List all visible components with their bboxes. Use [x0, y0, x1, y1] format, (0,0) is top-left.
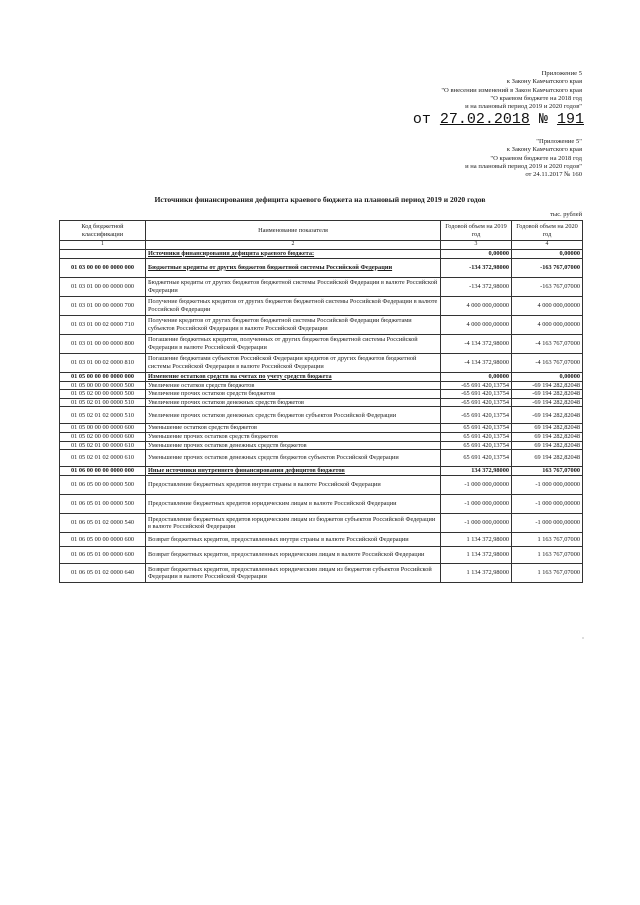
name-cell: Предоставление бюджетных кредитов юридическим лицам из бюджетов субъектов Российской Федерации в валюте Российской Федерации: [146, 514, 441, 533]
value-2019-cell: 1 134 372,98000: [441, 547, 512, 564]
code-cell: 01 06 05 01 02 0000 540: [60, 514, 146, 533]
value-2019-cell: -65 691 420,13754: [441, 390, 512, 399]
code-cell: 01 06 05 01 02 0000 640: [60, 564, 146, 583]
table-header-row: [60, 221, 583, 241]
value-2019-cell: -4 134 372,98000: [441, 334, 512, 353]
header-line: к Закону Камчатского края: [506, 78, 582, 86]
column-number: 2: [146, 241, 441, 250]
value-2020-cell: -1 000 000,00000: [512, 495, 583, 514]
name-cell: Предоставление бюджетных кредитов юридическим лицам в валюте Российской Федерации: [146, 495, 441, 514]
table-row: [60, 547, 583, 564]
name-cell: Увеличение прочих остатков средств бюджетов: [146, 390, 441, 399]
name-cell: Иные источники внутреннего финансирования дефицитов бюджетов: [146, 467, 441, 476]
header-code: Код бюджетной классификации: [60, 221, 146, 241]
code-cell: 01 05 02 01 00 0000 510: [60, 398, 146, 407]
table-row: [60, 467, 583, 476]
value-2020-cell: 1 163 767,07000: [512, 564, 583, 583]
name-cell: Уменьшение прочих остатков средств бюджетов: [146, 432, 441, 441]
value-2019-cell: 134 372,98000: [441, 467, 512, 476]
value-2020-cell: 4 000 000,00000: [512, 296, 583, 315]
value-2019-cell: -1 000 000,00000: [441, 514, 512, 533]
table-row: [60, 353, 583, 372]
header-2020: Годовой объем на 2020 год: [512, 221, 583, 241]
table-body: [60, 249, 583, 583]
name-cell: Уменьшение остатков средств бюджетов: [146, 424, 441, 433]
value-2020-cell: -4 163 767,07000: [512, 353, 583, 372]
value-2020-cell: -1 000 000,00000: [512, 514, 583, 533]
name-cell: Увеличение прочих остатков денежных средств бюджетов субъектов Российской Федерации: [146, 407, 441, 424]
column-number: 3: [441, 241, 512, 250]
column-number-row: [60, 241, 583, 250]
table-row: [60, 533, 583, 547]
code-cell: 01 05 02 00 00 0000 500: [60, 390, 146, 399]
value-2019-cell: -4 134 372,98000: [441, 353, 512, 372]
name-cell: Изменение остатков средств на счетах по учету средств бюджета: [146, 372, 441, 381]
code-cell: 01 03 01 00 02 0000 710: [60, 315, 146, 334]
closing-mark: ": [581, 638, 584, 643]
value-2019-cell: 1 134 372,98000: [441, 533, 512, 547]
value-2020-cell: 69 194 282,82048: [512, 432, 583, 441]
table-row: [60, 495, 583, 514]
header-line: "О краевом бюджете на 2018 год: [490, 94, 582, 102]
value-2020-cell: -69 194 282,82048: [512, 398, 583, 407]
header-line: от 24.11.2017 № 160: [525, 171, 582, 179]
value-2019-cell: -134 372,98000: [441, 258, 512, 277]
table-row: [60, 432, 583, 441]
header-line: "О внесении изменений в Закон Камчатского края: [441, 86, 582, 94]
name-cell: Получение бюджетных кредитов от других бюджетов бюджетной системы Российской Федерации в валюте Российской Федерации: [146, 296, 441, 315]
value-2019-cell: -1 000 000,00000: [441, 495, 512, 514]
column-number: 4: [512, 241, 583, 250]
value-2019-cell: -65 691 420,13754: [441, 381, 512, 390]
stamp-date: 27.02.2018: [439, 111, 530, 128]
name-cell: Бюджетные кредиты от других бюджетов бюджетной системы Российской Федерации в валюте Российской Федерации: [146, 277, 441, 296]
code-cell: 01 05 02 01 02 0000 610: [60, 450, 146, 467]
document-title: Источники финансирования дефицита краевого бюджета на плановый период 2019 и 2020 годов: [154, 195, 486, 204]
appendix-header: [441, 70, 582, 111]
table-row: [60, 258, 583, 277]
header-line: к Закону Камчатского края: [506, 146, 582, 154]
code-cell: 01 06 05 00 00 0000 500: [60, 476, 146, 495]
unit-label: тыс. рублей: [550, 211, 582, 218]
code-cell: 01 05 02 01 00 0000 610: [60, 441, 146, 450]
value-2020-cell: 69 194 282,82048: [512, 441, 583, 450]
code-cell: 01 05 02 01 02 0000 510: [60, 407, 146, 424]
table-row: [60, 514, 583, 533]
value-2020-cell: 0,00000: [512, 372, 583, 381]
header-name: Наименование показателя: [146, 221, 441, 241]
table-row: [60, 398, 583, 407]
table-row: [60, 334, 583, 353]
code-cell: [60, 249, 146, 258]
stamp-number: 191: [556, 111, 584, 128]
code-cell: 01 05 00 00 00 0000 600: [60, 424, 146, 433]
value-2020-cell: -163 767,07000: [512, 258, 583, 277]
name-cell: Бюджетные кредиты от других бюджетов бюджетной системы Российской Федерации: [146, 258, 441, 277]
table-row: [60, 249, 583, 258]
value-2020-cell: 163 767,07000: [512, 467, 583, 476]
table-row: [60, 564, 583, 583]
column-number: 1: [60, 241, 146, 250]
code-cell: 01 06 05 01 00 0000 600: [60, 547, 146, 564]
table-row: [60, 441, 583, 450]
code-cell: 01 05 02 00 00 0000 600: [60, 432, 146, 441]
header-2019: Годовой объем на 2019 год: [441, 221, 512, 241]
table-row: [60, 296, 583, 315]
code-cell: 01 05 00 00 00 0000 500: [60, 381, 146, 390]
header-line: и на плановый период 2019 и 2020 годов": [465, 103, 582, 111]
value-2019-cell: -65 691 420,13754: [441, 398, 512, 407]
table-row: [60, 390, 583, 399]
value-2020-cell: -69 194 282,82048: [512, 381, 583, 390]
name-cell: Погашение бюджетами субъектов Российской Федерации кредитов от других бюджетов бюджетной системы Российской Федерации в валюте Российской Федерации: [146, 353, 441, 372]
table-row: [60, 407, 583, 424]
name-cell: Увеличение прочих остатков денежных средств бюджетов: [146, 398, 441, 407]
name-cell: Возврат бюджетных кредитов, предоставленных внутри страны в валюте Российской Федерации: [146, 533, 441, 547]
value-2020-cell: 69 194 282,82048: [512, 424, 583, 433]
name-cell: Получение кредитов от других бюджетов бюджетной системы Российской Федерации бюджетами субъектов Российской Федерации в валюте Российской Федерации: [146, 315, 441, 334]
table-row: [60, 476, 583, 495]
value-2019-cell: 0,00000: [441, 249, 512, 258]
code-cell: 01 06 00 00 00 0000 000: [60, 467, 146, 476]
name-cell: Увеличение остатков средств бюджетов: [146, 381, 441, 390]
name-cell: Погашение бюджетных кредитов, полученных от других бюджетов бюджетной системы Российской Федерации в валюте Российской Федерации: [146, 334, 441, 353]
value-2019-cell: 1 134 372,98000: [441, 564, 512, 583]
header-line: Приложение 5: [541, 70, 582, 77]
value-2019-cell: 0,00000: [441, 372, 512, 381]
value-2020-cell: -69 194 282,82048: [512, 390, 583, 399]
value-2019-cell: 65 691 420,13754: [441, 424, 512, 433]
value-2020-cell: -4 163 767,07000: [512, 334, 583, 353]
code-cell: 01 03 01 00 00 0000 000: [60, 277, 146, 296]
code-cell: 01 06 05 00 00 0000 600: [60, 533, 146, 547]
value-2019-cell: 65 691 420,13754: [441, 450, 512, 467]
value-2020-cell: -69 194 282,82048: [512, 407, 583, 424]
stamp-from: от: [412, 111, 431, 128]
name-cell: Уменьшение прочих остатков денежных средств бюджетов субъектов Российской Федерации: [146, 450, 441, 467]
code-cell: 01 05 00 00 00 0000 000: [60, 372, 146, 381]
header-line: и на плановый период 2019 и 2020 годов": [465, 162, 582, 170]
value-2020-cell: 1 163 767,07000: [512, 533, 583, 547]
code-cell: 01 03 01 00 02 0000 810: [60, 353, 146, 372]
value-2019-cell: -65 691 420,13754: [441, 407, 512, 424]
value-2020-cell: 4 000 000,00000: [512, 315, 583, 334]
code-cell: 01 06 05 01 00 0000 500: [60, 495, 146, 514]
value-2019-cell: 4 000 000,00000: [441, 296, 512, 315]
law-date-number-stamp: [413, 112, 584, 128]
original-appendix-header: [465, 138, 582, 179]
code-cell: 01 03 01 00 00 0000 700: [60, 296, 146, 315]
code-cell: 01 03 01 00 00 0000 800: [60, 334, 146, 353]
value-2019-cell: -134 372,98000: [441, 277, 512, 296]
table-row: [60, 277, 583, 296]
name-cell: Возврат бюджетных кредитов, предоставленных юридическим лицам из бюджетов субъектов Российской Федерации в валюте Российской Федерации: [146, 564, 441, 583]
name-cell: Предоставление бюджетных кредитов внутри страны в валюте Российской Федерации: [146, 476, 441, 495]
table-row: [60, 381, 583, 390]
value-2019-cell: -1 000 000,00000: [441, 476, 512, 495]
name-cell: Возврат бюджетных кредитов, предоставленных юридическим лицам в валюте Российской Федерации: [146, 547, 441, 564]
value-2019-cell: 65 691 420,13754: [441, 441, 512, 450]
table-row: [60, 424, 583, 433]
value-2020-cell: -163 767,07000: [512, 277, 583, 296]
value-2020-cell: -1 000 000,00000: [512, 476, 583, 495]
header-line: "О краевом бюджете на 2018 год: [490, 154, 582, 162]
value-2020-cell: 0,00000: [512, 249, 583, 258]
value-2019-cell: 65 691 420,13754: [441, 432, 512, 441]
table-row: [60, 372, 583, 381]
name-cell: Источники финансирования дефицита краевого бюджета:: [146, 249, 441, 258]
stamp-number-sign: №: [538, 111, 548, 128]
value-2020-cell: 69 194 282,82048: [512, 450, 583, 467]
table-row: [60, 450, 583, 467]
value-2020-cell: 1 163 767,07000: [512, 547, 583, 564]
table-row: [60, 315, 583, 334]
code-cell: 01 03 00 00 00 0000 000: [60, 258, 146, 277]
name-cell: Уменьшение прочих остатков денежных средств бюджетов: [146, 441, 441, 450]
value-2019-cell: 4 000 000,00000: [441, 315, 512, 334]
header-line: "Приложение 5": [536, 138, 582, 145]
financing-sources-table: [59, 220, 583, 583]
